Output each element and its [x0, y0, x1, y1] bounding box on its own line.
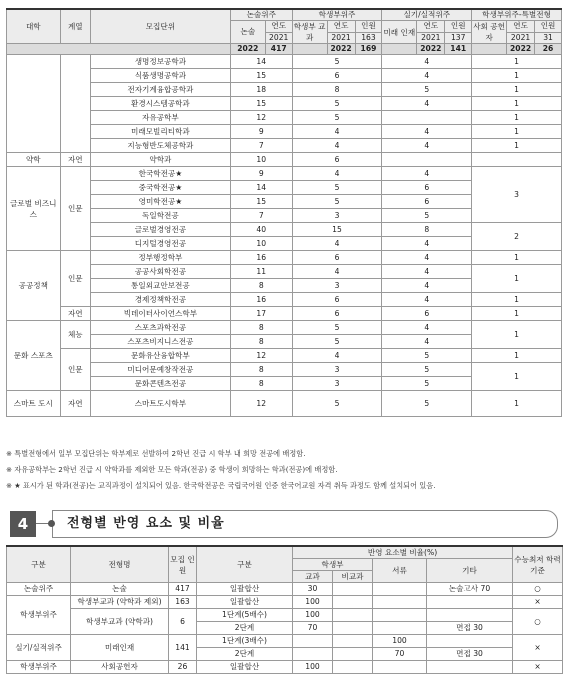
cell-stage: 1단계(5배수): [197, 609, 293, 622]
cell-hakgyo: 6: [292, 69, 382, 83]
cell-hakgyo: 3: [292, 377, 382, 391]
header-year: 연도: [507, 21, 535, 33]
table-row: [7, 391, 562, 417]
cell-silgi: 4: [382, 335, 472, 349]
cell-silgi: 4: [382, 279, 472, 293]
cell-hakgyo: 3: [292, 363, 382, 377]
unit-name: 자유공학부: [90, 111, 230, 125]
unit-name: 스포츠비지니스전공: [90, 335, 230, 349]
cell-hakgyo: 4: [292, 237, 382, 251]
table-row: [7, 125, 562, 139]
cell-gyogwa: 100: [293, 609, 333, 622]
cell-nonsul: 18: [230, 83, 292, 97]
unit-name: 미래모빌리티학과: [90, 125, 230, 139]
header-mirae: 미래 인재: [382, 21, 417, 44]
admission-quota-table: [6, 8, 562, 417]
header-sahoe: 사회 공헌자: [473, 22, 505, 42]
cell-suneung: ×: [513, 661, 563, 674]
table-row: [7, 293, 562, 307]
cell-silgi: 4: [382, 139, 472, 153]
unit-name: 공공사회학전공: [90, 265, 230, 279]
cell-special: 1: [472, 69, 562, 83]
cell-silgi: 4: [382, 321, 472, 335]
table-row: [7, 167, 562, 181]
cell-name: 학생부교과 (약학과): [71, 609, 169, 635]
unit-name: 디지털경영전공: [90, 237, 230, 251]
header-2022: 2022: [417, 44, 445, 55]
cell-nonsul: 7: [230, 139, 292, 153]
cell-name: 사회공헌자: [71, 661, 169, 674]
cell-nonsul: 16: [230, 293, 292, 307]
cell-silgi: 4: [382, 69, 472, 83]
field-jayeon: 자연: [60, 153, 90, 167]
cell-seoryu: 100: [373, 635, 427, 648]
unit-name: 빅데이터사이언스학부: [90, 307, 230, 321]
cell-hakgyo: 6: [292, 153, 382, 167]
cell-nonsul: 12: [230, 349, 292, 363]
cell-inwon: 26: [169, 661, 197, 674]
cell-silgi: [382, 153, 472, 167]
cell-nonsul: 14: [230, 181, 292, 195]
cell-silgi: 6: [382, 181, 472, 195]
cell-stage: 2단계: [197, 622, 293, 635]
cell-nonsul: 8: [230, 335, 292, 349]
header-count: 인원: [535, 21, 562, 33]
header-group-nonsul: 논술위주: [230, 9, 292, 21]
univ-yak: 약학: [7, 153, 61, 167]
header-count-2022: 26: [535, 44, 562, 55]
cell-hakgyo: 4: [292, 139, 382, 153]
header-univ: 대학: [7, 9, 61, 44]
table-row: [7, 583, 563, 596]
cell-nonsul: 40: [230, 223, 292, 237]
field-inmun: 인문: [60, 251, 90, 307]
table-row: [7, 139, 562, 153]
header-2021: 2021: [327, 32, 355, 44]
cell-nonsul: 7: [230, 209, 292, 223]
header-count-2022: 417: [265, 44, 292, 55]
unit-name: 식품생명공학과: [90, 69, 230, 83]
cell-nonsul: 9: [230, 125, 292, 139]
section-header: [6, 508, 558, 538]
cell-gubun: 논술위주: [7, 583, 71, 596]
cell-nonsul: 8: [230, 321, 292, 335]
cell-seoryu: 70: [373, 648, 427, 661]
table-row: [7, 251, 562, 265]
field-inmun: 인문: [60, 167, 90, 251]
univ-culture-sports: 문화 스포츠: [7, 321, 61, 391]
header-nonsul: 논술: [230, 21, 265, 44]
cell-gubun: 실기/실적위주: [7, 635, 71, 661]
cell-inwon: 6: [169, 609, 197, 635]
cell-stage: 일괄합산: [197, 596, 293, 609]
cell-hakgyo: 4: [292, 125, 382, 139]
unit-name: 한국학전공★: [90, 167, 230, 181]
cell-silgi: 5: [382, 209, 472, 223]
header-2021: 2021: [507, 32, 535, 44]
unit-name: 약학과: [90, 153, 230, 167]
header-count-2022: 141: [445, 44, 472, 55]
header-count: 인원: [445, 21, 472, 33]
header-field: 계열: [60, 9, 90, 44]
cell-gita: 면접 30: [427, 622, 513, 635]
table-row: [7, 153, 562, 167]
cell-hakgyo: 3: [292, 279, 382, 293]
header-seoryu: 서류: [373, 559, 427, 583]
header-suneung: 수능최저 학력기준: [513, 546, 563, 583]
cell-nonsul: 8: [230, 279, 292, 293]
cell-nonsul: 15: [230, 97, 292, 111]
header-2021: 2021: [265, 32, 292, 44]
cell-special: 1: [472, 307, 562, 321]
cell-inwon: 163: [169, 596, 197, 609]
cell-special: 1: [472, 97, 562, 111]
cell-name: 학생부교과 (약학과 제외): [71, 596, 169, 609]
unit-name: 통일외교안보전공: [90, 279, 230, 293]
cell-silgi: [382, 111, 472, 125]
header-year: 연도: [265, 21, 292, 33]
cell-hakgyo: 3: [292, 209, 382, 223]
footnote: ※ 자유공학부는 2학년 진급 시 약학과를 제외한 모든 학과(전공) 중 학생이 희망하는 학과(전공)에 배정함.: [6, 465, 338, 474]
table-row: [7, 307, 562, 321]
cell-special-merged: 1: [472, 321, 562, 349]
cell-gita: 면접 30: [427, 648, 513, 661]
table-row: [7, 97, 562, 111]
cell-hakgyo: 8: [292, 83, 382, 97]
cell-hakgyo: 5: [292, 181, 382, 195]
table-row: [7, 349, 562, 363]
table-row: [7, 661, 563, 674]
header-inwon: 모집 인원: [169, 546, 197, 583]
unit-name: 스포츠과학전공: [90, 321, 230, 335]
cell-special: 1: [472, 391, 562, 417]
cell-special: 1: [472, 83, 562, 97]
cell-hakgyo: 5: [292, 321, 382, 335]
header-year: 연도: [417, 21, 445, 33]
cell-nonsul: 10: [230, 237, 292, 251]
cell-hakgyo: 6: [292, 307, 382, 321]
cell-silgi: 4: [382, 265, 472, 279]
cell-hakgyo: 4: [292, 265, 382, 279]
cell-special-merged: 2: [472, 223, 562, 251]
cell-nonsul: 8: [230, 377, 292, 391]
cell-nonsul: 15: [230, 195, 292, 209]
cell-special: 1: [472, 111, 562, 125]
field-jayeon: 자연: [60, 391, 90, 417]
cell-hakgyo: 4: [292, 167, 382, 181]
cell-silgi: 4: [382, 97, 472, 111]
cell-nonsul: 16: [230, 251, 292, 265]
header-hakgyo: 학생부 교과: [293, 22, 326, 42]
cell-name: 미래인재: [71, 635, 169, 661]
cell-suneung: ×: [513, 596, 563, 609]
header-count-2022: 169: [355, 44, 382, 55]
cell-silgi: 4: [382, 293, 472, 307]
cell-hakgyo: 4: [292, 349, 382, 363]
cell-gubun: 학생부위주: [7, 661, 71, 674]
cell-special: 1: [472, 293, 562, 307]
table-row: [7, 55, 562, 69]
header-group-silgi: 실기/실적위주: [382, 9, 472, 21]
section-title: 전형별 반영 요소 및 비율: [52, 510, 558, 538]
header-gita: 기타: [427, 559, 513, 583]
header-2022: 2022: [507, 44, 535, 55]
cell-stage: 일괄합산: [197, 661, 293, 674]
cell-silgi: 6: [382, 195, 472, 209]
cell-special: 1: [472, 139, 562, 153]
cell-nonsul: 9: [230, 167, 292, 181]
cell-stage: 2단계: [197, 648, 293, 661]
cell-nonsul: 8: [230, 363, 292, 377]
cell-silgi: 4: [382, 125, 472, 139]
header-gubun2: 구분: [197, 546, 293, 583]
table-row: [7, 596, 563, 609]
cell-suneung: ○: [513, 583, 563, 596]
cell-gita: 논술고사 70: [427, 583, 513, 596]
unit-name: 스마트도시학부: [90, 391, 230, 417]
header-group-special: 학생부위주-특별전형: [472, 9, 562, 21]
table-row: [7, 223, 562, 237]
unit-name: 영미학전공★: [90, 195, 230, 209]
section-number: 4: [10, 511, 36, 537]
field-jayeon: 자연: [60, 307, 90, 321]
cell-gyogwa: 70: [293, 622, 333, 635]
univ-global-business: 글로벌 비즈니스: [7, 167, 61, 251]
unit-name: 생명정보공학과: [90, 55, 230, 69]
field-inmun: 인문: [60, 349, 90, 391]
cell-inwon: 141: [169, 635, 197, 661]
unit-name: 경제정책학전공: [90, 293, 230, 307]
footnotes: [6, 446, 562, 494]
header-bigyogwa: 비교과: [333, 571, 373, 583]
cell-hakgyo: 5: [292, 97, 382, 111]
header-2021: 2021: [417, 32, 445, 44]
unit-name: 독일학전공: [90, 209, 230, 223]
unit-name: 중국학전공★: [90, 181, 230, 195]
cell-nonsul: 12: [230, 111, 292, 125]
ratio-table: [6, 545, 563, 674]
cell-special-merged: 1: [472, 363, 562, 391]
header-2022: 2022: [327, 44, 355, 55]
unit-name: 환경시스템공학과: [90, 97, 230, 111]
cell-hakgyo: 5: [292, 335, 382, 349]
cell-nonsul: 11: [230, 265, 292, 279]
cell-special: 1: [472, 349, 562, 363]
header-ratio: 반영 요소별 비율(%): [293, 546, 513, 559]
cell-special-merged: 3: [472, 167, 562, 223]
cell-stage: 1단계(3배수): [197, 635, 293, 648]
unit-name: 문화유산융합학부: [90, 349, 230, 363]
cell-hakgyo: 6: [292, 251, 382, 265]
cell-silgi: 5: [382, 391, 472, 417]
cell-nonsul: 17: [230, 307, 292, 321]
cell-suneung: ○: [513, 609, 563, 635]
cell-hakgyo: 5: [292, 195, 382, 209]
cell-special: [472, 153, 562, 167]
table-row: [7, 635, 563, 648]
footnote: ※ 특별전형에서 일부 모집단위는 학부제로 선발하여 2학년 진급 시 학부 내 희망 전공에 배정함.: [6, 449, 306, 458]
header-group-hakgyo: 학생부위주: [292, 9, 382, 21]
table-row: [7, 111, 562, 125]
cell-silgi: 4: [382, 251, 472, 265]
cell-silgi: 5: [382, 83, 472, 97]
header-count: 인원: [355, 21, 382, 33]
header-2022: 2022: [230, 44, 265, 55]
cell-silgi: 4: [382, 167, 472, 181]
table-row: [7, 69, 562, 83]
connector-dot: [48, 520, 55, 527]
cell-name: 논술: [71, 583, 169, 596]
univ-public-policy: 공공정책: [7, 251, 61, 321]
table-row: [7, 83, 562, 97]
header-count-2021: 163: [355, 32, 382, 44]
table-row: [7, 321, 562, 335]
cell-silgi: 4: [382, 55, 472, 69]
cell-silgi: 5: [382, 349, 472, 363]
cell-gyogwa: 30: [293, 583, 333, 596]
cell-special: 1: [472, 125, 562, 139]
cell-gyogwa: 100: [293, 661, 333, 674]
header-hakbu: 학생부: [293, 559, 373, 571]
cell-silgi: 5: [382, 377, 472, 391]
cell-hakgyo: 6: [292, 293, 382, 307]
cell-silgi: 4: [382, 237, 472, 251]
unit-name: 문화콘텐츠전공: [90, 377, 230, 391]
field-yechae: 체능: [60, 321, 90, 349]
header-unit: 모집단위: [90, 9, 230, 44]
cell-nonsul: 12: [230, 391, 292, 417]
header-gyogwa: 교과: [293, 571, 333, 583]
header-year: 연도: [327, 21, 355, 33]
cell-hakgyo: 5: [292, 391, 382, 417]
unit-name: 미디어문예창작전공: [90, 363, 230, 377]
header-count-2021: 137: [445, 32, 472, 44]
cell-inwon: 417: [169, 583, 197, 596]
cell-stage: 일괄합산: [197, 583, 293, 596]
cell-nonsul: 14: [230, 55, 292, 69]
cell-gyogwa: 100: [293, 596, 333, 609]
cell-special: 1: [472, 251, 562, 265]
cell-hakgyo: 5: [292, 55, 382, 69]
cell-gubun: 학생부위주: [7, 596, 71, 635]
unit-name: 글로벌경영전공: [90, 223, 230, 237]
unit-name: 전자기계융합공학과: [90, 83, 230, 97]
cell-special: 1: [472, 55, 562, 69]
table-row: [7, 363, 562, 377]
header-count-2021: 31: [535, 32, 562, 44]
cell-special-merged: 1: [472, 265, 562, 293]
unit-name: 지능형반도체공학과: [90, 139, 230, 153]
table-row: [7, 609, 563, 622]
footnote: ※ ★ 표시가 된 학과(전공)는 교직과정이 설치되어 있음. 한국학전공은 국립국어원 인증 한국어교원 자격 취득 과정도 함께 설치되어 있음.: [6, 481, 436, 490]
header-name: 전형명: [71, 546, 169, 583]
univ-smart-city: 스마트 도시: [7, 391, 61, 417]
table-row: [7, 265, 562, 279]
cell-silgi: 5: [382, 363, 472, 377]
cell-nonsul: 10: [230, 153, 292, 167]
cell-suneung: ×: [513, 635, 563, 661]
cell-hakgyo: 15: [292, 223, 382, 237]
cell-silgi: 6: [382, 307, 472, 321]
cell-hakgyo: 5: [292, 111, 382, 125]
cell-silgi: 8: [382, 223, 472, 237]
header-gubun: 구분: [7, 546, 71, 583]
cell-nonsul: 15: [230, 69, 292, 83]
unit-name: 정부행정학부: [90, 251, 230, 265]
